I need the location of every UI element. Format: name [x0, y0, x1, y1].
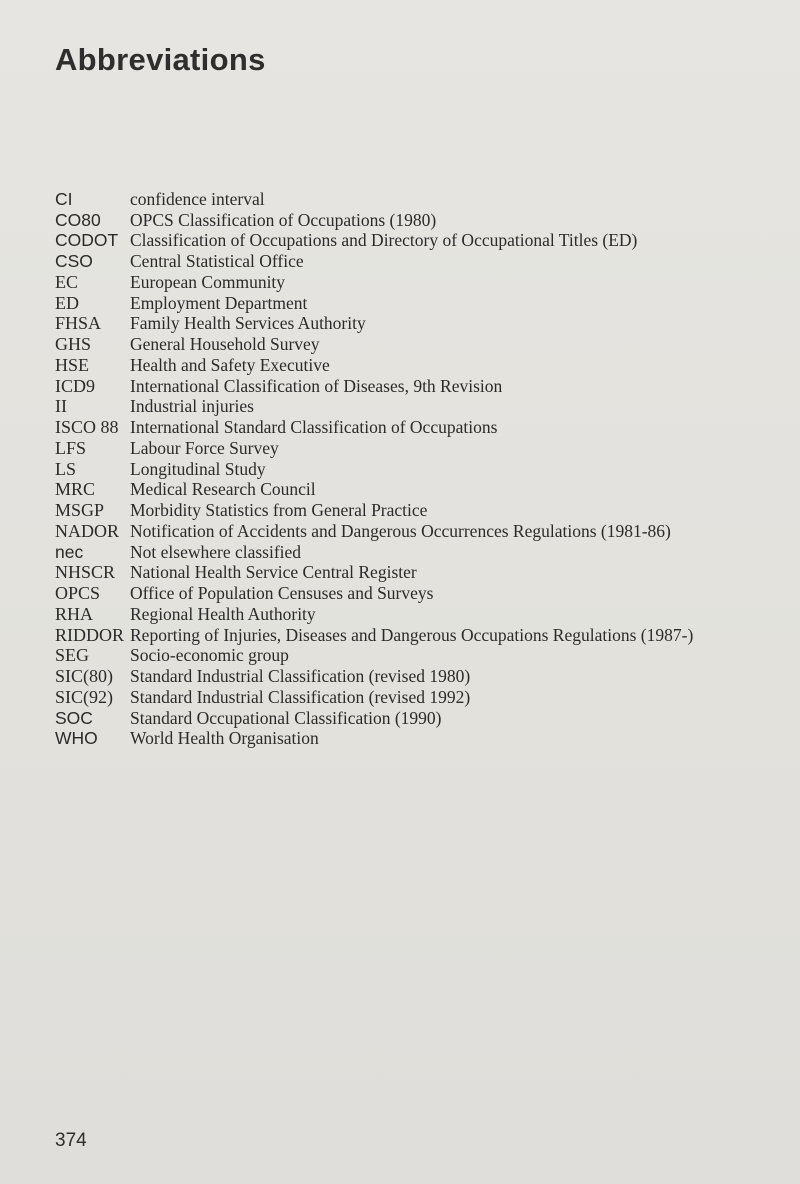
- abbreviation-definition: Standard Industrial Classification (revised 1980): [130, 666, 471, 687]
- abbreviation-row: [55, 604, 693, 625]
- abbreviation-term: WHO: [55, 728, 98, 749]
- abbreviation-row: [55, 563, 693, 584]
- abbreviation-definition: Standard Occupational Classification (1990): [130, 707, 442, 728]
- abbreviation-term: ICD9: [55, 375, 95, 396]
- abbreviation-definition: Industrial injuries: [130, 396, 254, 417]
- abbreviation-term: SOC: [55, 707, 93, 728]
- abbreviation-definition: Employment Department: [130, 292, 308, 313]
- abbreviation-definition: International Standard Classification of Occupations: [130, 417, 498, 438]
- abbreviation-term: HSE: [55, 354, 90, 375]
- abbreviation-term: OPCS: [55, 583, 101, 604]
- abbreviation-row: [55, 334, 693, 355]
- abbreviation-definition: Standard Industrial Classification (revised 1992): [130, 686, 471, 707]
- abbreviation-definition: General Household Survey: [130, 334, 320, 355]
- abbreviation-row: [55, 251, 693, 272]
- abbreviation-definition: Central Statistical Office: [130, 251, 304, 272]
- page-number: 374: [55, 1130, 87, 1151]
- abbreviation-definition: OPCS Classification of Occupations (1980): [130, 209, 437, 230]
- abbreviation-row: [55, 397, 693, 418]
- abbreviation-definition: World Health Organisation: [130, 728, 319, 749]
- abbreviation-row: [55, 272, 693, 293]
- abbreviation-term: CI: [55, 188, 73, 209]
- abbreviation-term: MSGP: [55, 500, 105, 521]
- abbreviation-row: [55, 417, 693, 438]
- abbreviation-term: LS: [55, 458, 77, 479]
- abbreviation-term: NADOR: [55, 520, 120, 541]
- abbreviation-row: [55, 293, 693, 314]
- abbreviation-row: [55, 480, 693, 501]
- abbreviation-row: [55, 708, 693, 729]
- abbreviation-row: [55, 438, 693, 459]
- abbreviation-definition: Regional Health Authority: [130, 603, 316, 624]
- abbreviation-definition: Longitudinal Study: [130, 458, 266, 479]
- abbreviation-definition: Reporting of Injuries, Diseases and Dangerous Occupations Regulations (1987-): [130, 624, 694, 645]
- abbreviation-term: ISCO 88: [55, 417, 119, 438]
- abbreviation-definition: Classification of Occupations and Directory of Occupational Titles (ED): [130, 230, 638, 251]
- abbreviation-definition: Notification of Accidents and Dangerous Occurrences Regulations (1981-86): [130, 520, 671, 541]
- page-title: Abbreviations: [55, 42, 266, 77]
- abbreviation-definition: Labour Force Survey: [130, 437, 279, 458]
- abbreviation-row: [55, 355, 693, 376]
- abbreviation-row: [55, 210, 693, 231]
- abbreviation-term: GHS: [55, 334, 92, 355]
- abbreviation-definition: Family Health Services Authority: [130, 313, 366, 334]
- abbreviation-row: [55, 500, 693, 521]
- abbreviation-row: [55, 521, 693, 542]
- abbreviation-definition: European Community: [130, 271, 286, 292]
- abbreviation-row: [55, 729, 693, 750]
- abbreviation-term: FHSA: [55, 313, 102, 334]
- abbreviation-term: RHA: [55, 603, 94, 624]
- abbreviation-term: nec: [55, 541, 84, 562]
- abbreviation-definition: Socio-economic group: [130, 645, 289, 666]
- abbreviation-definition: National Health Service Central Register: [130, 562, 417, 583]
- abbreviation-row: [55, 459, 693, 480]
- abbreviation-definition: Not elsewhere classified: [130, 541, 302, 562]
- abbreviation-row: [55, 376, 693, 397]
- abbreviation-term: CODOT: [55, 230, 119, 251]
- abbreviation-term: SIC(92): [55, 686, 113, 707]
- abbreviation-list: [55, 189, 693, 749]
- abbreviation-term: NHSCR: [55, 562, 116, 583]
- abbreviation-term: ED: [55, 292, 79, 313]
- abbreviation-term: MRC: [55, 479, 96, 500]
- abbreviation-term: LFS: [55, 437, 87, 458]
- abbreviation-definition: confidence interval: [130, 188, 265, 209]
- abbreviation-row: [55, 646, 693, 667]
- abbreviation-row: [55, 625, 693, 646]
- abbreviation-term: CO80: [55, 209, 101, 230]
- abbreviation-term: RIDDOR: [55, 624, 125, 645]
- abbreviation-definition: Office of Population Censuses and Surveys: [130, 583, 434, 604]
- abbreviation-term: II: [55, 396, 67, 417]
- abbreviation-row: [55, 231, 693, 252]
- abbreviation-term: SEG: [55, 645, 90, 666]
- abbreviation-row: [55, 542, 693, 563]
- abbreviation-term: EC: [55, 271, 79, 292]
- abbreviation-row: [55, 189, 693, 210]
- abbreviation-definition: International Classification of Diseases, 9th Revision: [130, 375, 503, 396]
- abbreviation-definition: Medical Research Council: [130, 479, 316, 500]
- abbreviation-definition: Morbidity Statistics from General Practice: [130, 500, 428, 521]
- abbreviation-row: [55, 583, 693, 604]
- abbreviation-row: [55, 666, 693, 687]
- abbreviation-row: [55, 314, 693, 335]
- abbreviation-term: CSO: [55, 251, 93, 272]
- abbreviation-row: [55, 687, 693, 708]
- abbreviation-definition: Health and Safety Executive: [130, 354, 330, 375]
- abbreviation-term: SIC(80): [55, 666, 113, 687]
